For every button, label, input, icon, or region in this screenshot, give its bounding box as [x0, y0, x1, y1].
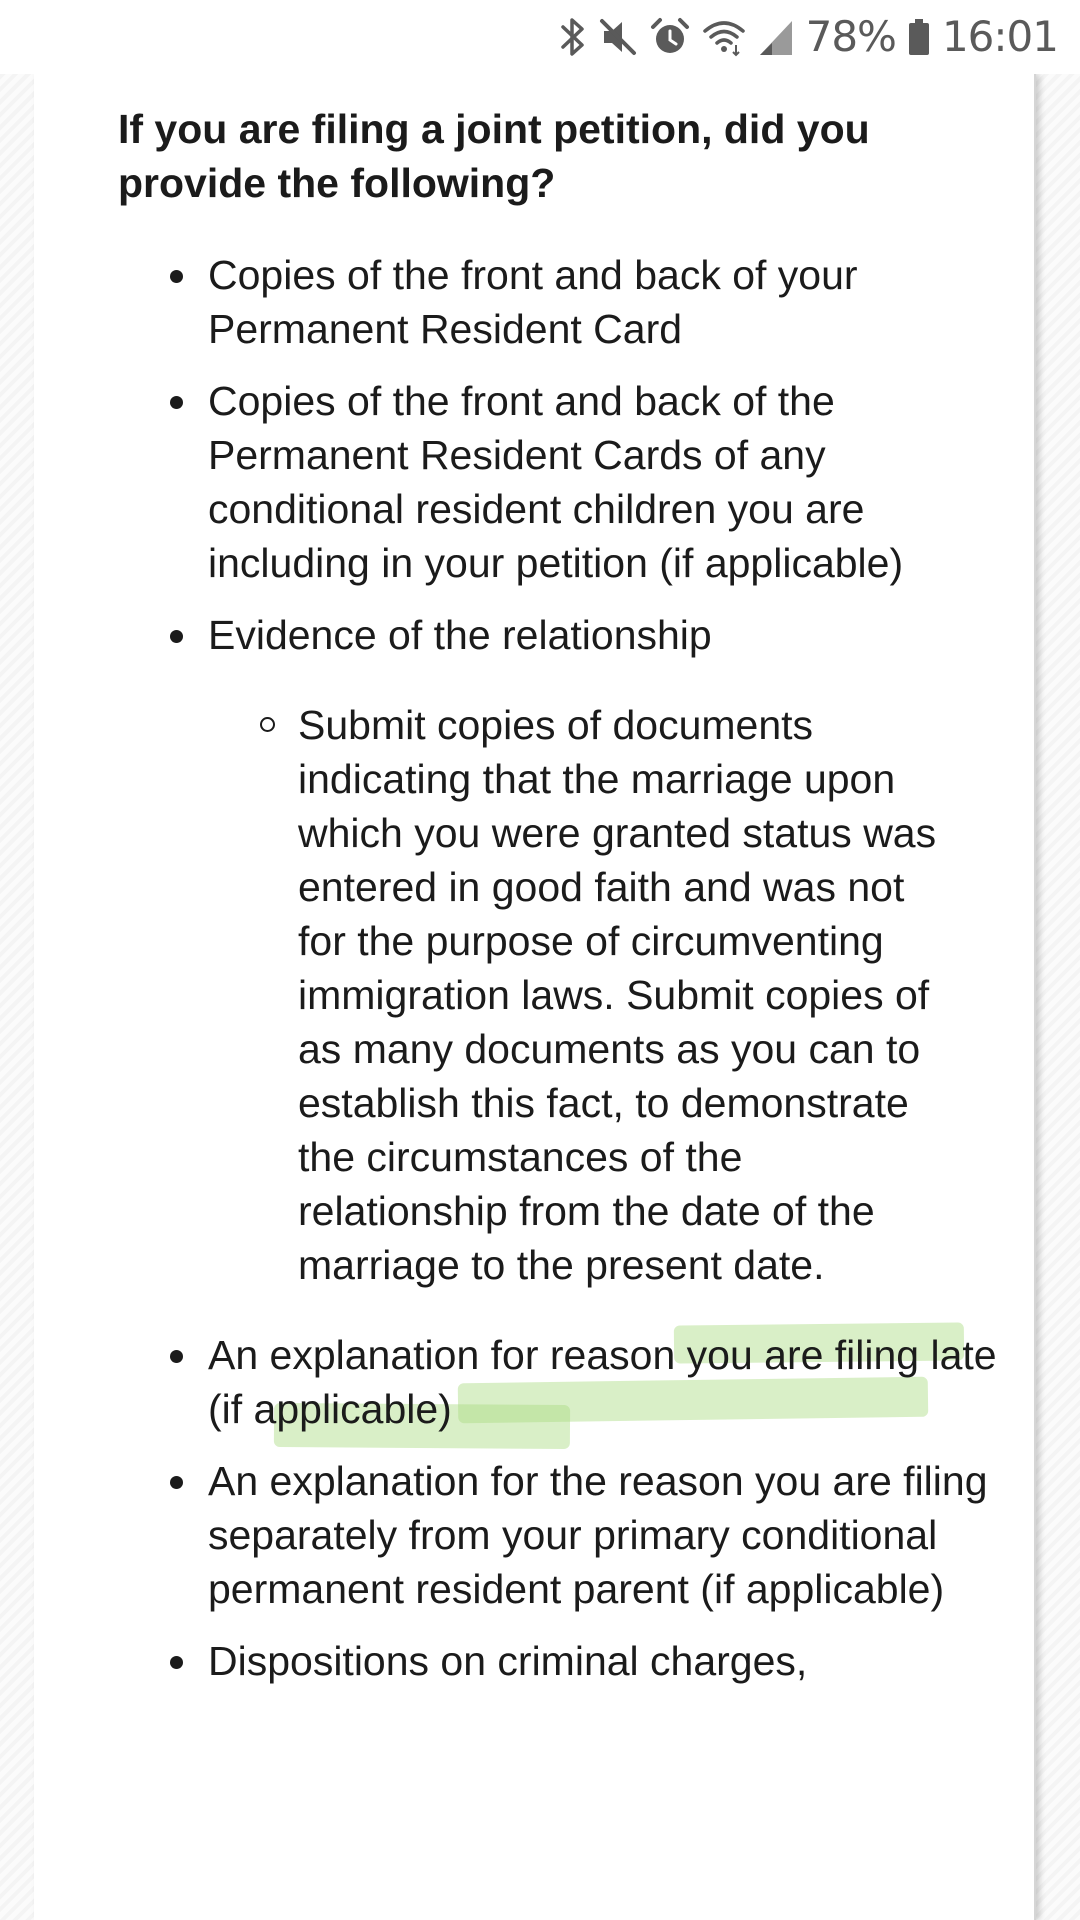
list-item-text: An explanation for the reason you are filing separately from your primary conditional permanent resident parent (if applicable) [208, 1458, 988, 1612]
bullet-dot [170, 1476, 183, 1489]
list-item-text: Copies of the front and back of the Permanent Resident Cards of any conditional resident children you are including in your petition (if applicable) [208, 378, 904, 586]
bullet-dot [170, 1350, 183, 1363]
bullet-circle [260, 717, 275, 732]
status-bar [0, 0, 1080, 74]
content-card [34, 74, 1036, 1920]
checklist-content [118, 102, 998, 1706]
bullet-dot [170, 630, 183, 643]
list-item [208, 1454, 998, 1616]
page-frame [0, 74, 1080, 1920]
list-item-text: An explanation for reason you are filing late (if applicable) [208, 1332, 997, 1432]
alarm-icon [650, 17, 690, 57]
signal-icon [758, 17, 794, 57]
requirements-list [118, 248, 998, 1688]
wifi-icon [702, 17, 746, 57]
bullet-dot [170, 270, 183, 283]
list-item [208, 608, 998, 1292]
bullet-dot [170, 1656, 183, 1669]
relationship-evidence-sublist [208, 698, 998, 1292]
mute-icon [598, 17, 638, 57]
list-item-text: Dispositions on criminal charges, [208, 1638, 808, 1684]
battery-percent: 78% [805, 12, 896, 61]
sub-list-item-text: Submit copies of documents indicating that the marriage upon which you were granted status was entered in good faith and was not for the purpose of circumventing immigration laws. Submit copies of as many documents as you can to establish this fact, to demonstrate the circumstances of the relationship from the date of the marriage to the present date. [298, 702, 937, 1288]
battery-icon [908, 17, 930, 57]
question-heading: If you are filing a joint petition, did you provide the following? [118, 106, 870, 206]
list-item [208, 1328, 998, 1436]
list-item [208, 248, 998, 356]
bluetooth-icon [560, 17, 586, 57]
list-item [208, 1634, 998, 1688]
list-item-text: Evidence of the relationship [208, 612, 712, 658]
list-item [208, 374, 998, 590]
clock: 16:01 [941, 12, 1058, 61]
sub-list-item [298, 698, 938, 1292]
list-item-text: Copies of the front and back of your Permanent Resident Card [208, 252, 858, 352]
bullet-dot [170, 396, 183, 409]
